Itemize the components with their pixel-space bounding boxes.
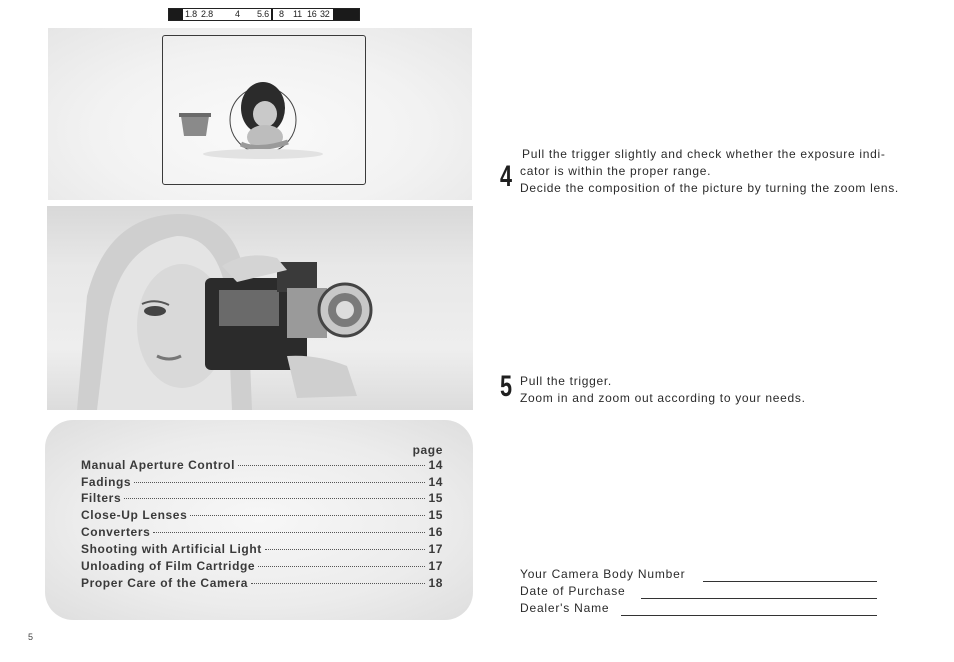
scale-label: 1.8 [185, 9, 197, 19]
toc-page: 17 [428, 542, 443, 556]
toc-title: Proper Care of the Camera [81, 576, 249, 590]
toc-page: 16 [428, 525, 443, 539]
toc-entry [81, 542, 443, 558]
toc-entry [81, 458, 443, 474]
toc-title: Shooting with Artificial Light [81, 542, 262, 556]
woman-with-camera-photo [47, 206, 473, 410]
scale-label: 32 [320, 9, 330, 19]
scale-label: 4 [235, 9, 240, 19]
toc-entry [81, 508, 443, 524]
dealer-name-label: Dealer's Name [520, 601, 610, 615]
toc-entry [81, 525, 443, 541]
scale-label: 16 [307, 9, 317, 19]
scale-label: 11 [293, 9, 302, 19]
date-of-purchase-label: Date of Purchase [520, 584, 626, 598]
toc-page: 14 [428, 475, 443, 489]
toc-page: 18 [428, 576, 443, 590]
page-number: 5 [28, 632, 34, 642]
toc-title: Filters [81, 491, 122, 505]
scale-label: 2.8 [201, 9, 213, 19]
date-of-purchase-field[interactable] [641, 598, 877, 599]
toc-entry [81, 491, 443, 507]
camera-body-number-label: Your Camera Body Number [520, 567, 686, 581]
step-text: Decide the composition of the picture by turning the zoom lens. [520, 181, 899, 195]
scale-label: 5.6 [257, 9, 269, 19]
scale-label: 8 [279, 9, 284, 19]
step-number: 4 [500, 160, 513, 193]
toc-title: Converters [81, 525, 151, 539]
toc-page: 14 [428, 458, 443, 472]
step-number: 5 [500, 370, 513, 403]
toc-title: Fadings [81, 475, 132, 489]
toc-page: 15 [428, 491, 443, 505]
toc-title: Unloading of Film Cartridge [81, 559, 256, 573]
step-text: Pull the trigger. [520, 374, 612, 388]
page-column-header: page [412, 443, 443, 457]
woman-camera-illustration [47, 206, 473, 410]
dealer-name-field[interactable] [621, 615, 877, 616]
toc-entry [81, 475, 443, 491]
toc-page: 15 [428, 508, 443, 522]
camera-body-number-field[interactable] [703, 581, 877, 582]
aperture-scale-bar [168, 8, 360, 21]
viewfinder-frame [162, 35, 366, 185]
step-text: Zoom in and zoom out according to your needs. [520, 391, 806, 405]
toc-entry [81, 576, 443, 592]
step-text: cator is within the proper range. [520, 164, 712, 178]
toc-title: Close-Up Lenses [81, 508, 188, 522]
toc-title: Manual Aperture Control [81, 458, 236, 472]
step-text: Pull the trigger slightly and check whether the exposure indi- [522, 147, 886, 161]
toc-page: 17 [428, 559, 443, 573]
girl-illustration [163, 36, 364, 183]
toc-entry [81, 559, 443, 575]
